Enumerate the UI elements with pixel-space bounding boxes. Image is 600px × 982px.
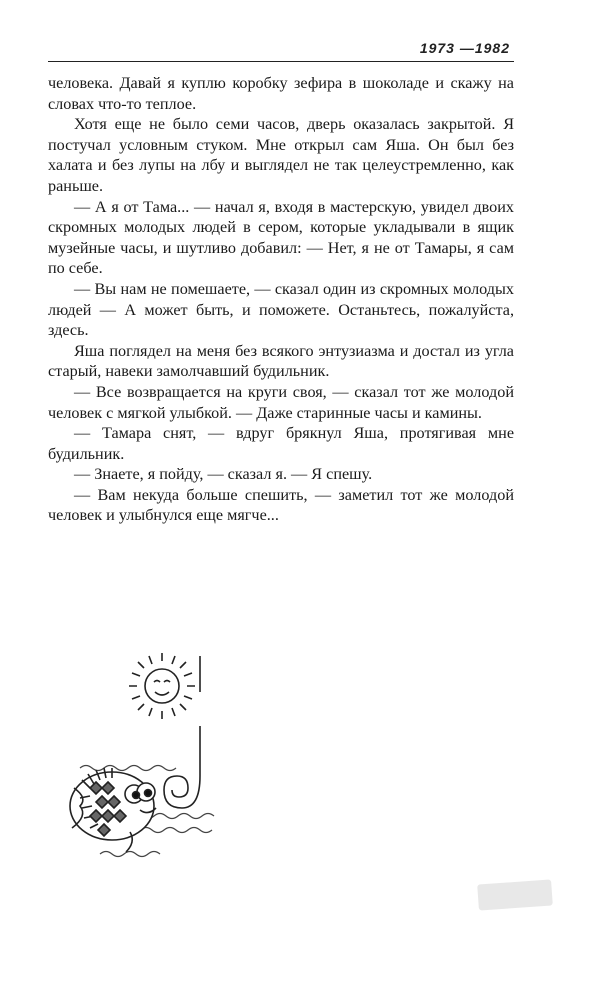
- paragraph: — Вам некуда больше спешить, — заметил тот же молодой человек и улыбнулся еще мягче...: [48, 485, 514, 525]
- print-smudge: [477, 879, 553, 910]
- running-head: 1973 —1982: [419, 40, 510, 56]
- body-text: [48, 73, 514, 526]
- paragraph: — Вы нам не помешаете, — сказал один из скромных молодых людей — А может быть, и поможете. Останьтесь, пожалуйста, здесь.: [48, 279, 514, 340]
- fishing-line-icon: [164, 656, 200, 808]
- paragraph: Хотя еще не было семи часов, дверь оказалась закрытой. Я постучал условным стуком. Мне открыл сам Яша. Он был без халата и без лупы на лбу и выглядел не так целеустремленно, как раньше.: [48, 115, 514, 195]
- page-header: [48, 36, 514, 62]
- paragraph: — Тамара снят, — вдруг брякнул Яша, протягивая мне будильник.: [48, 424, 514, 463]
- sun-icon: [129, 653, 195, 719]
- fish-on-hook-illustration: [60, 648, 230, 873]
- paragraph: — Все возвращается на круги своя, — сказал тот же молодой человек с мягкой улыбкой. — Даже старинные часы и камины.: [48, 382, 514, 422]
- header-rule: [48, 61, 514, 62]
- paragraph: — Знаете, я пойду, — сказал я. — Я спешу.: [74, 465, 373, 484]
- paragraph: человека. Давай я куплю коробку зефира в шоколаде и скажу на словах что-то теплое.: [48, 74, 514, 113]
- paragraph: — А я от Тама... — начал я, входя в мастерскую, увидел двоих скромных молодых людей в сером, которые укладывали в ящик музейные часы, и шутливо добавил: — Нет, я не от Тамары, я сам по себе.: [48, 197, 514, 278]
- fish-icon: [70, 768, 156, 852]
- paragraph: Яша поглядел на меня без всякого энтузиазма и достал из угла старый, навеки замолчавший будильник.: [48, 341, 514, 381]
